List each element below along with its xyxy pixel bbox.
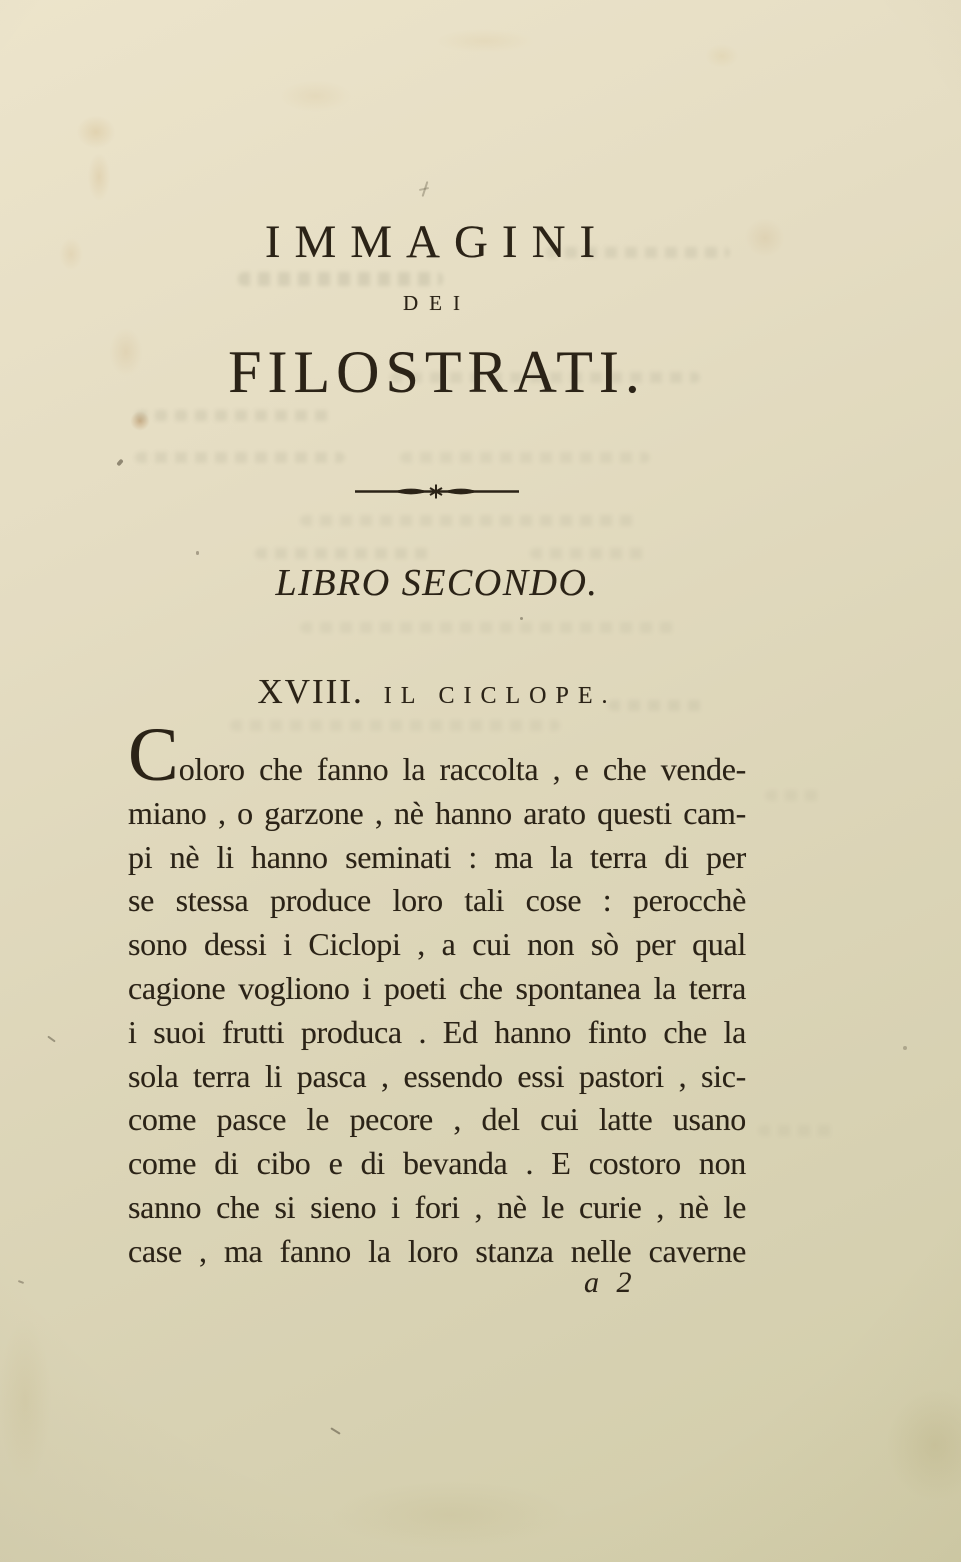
ink-speck <box>116 459 124 467</box>
paragraph-line: se stessa produce loro tali cose : perocchè <box>128 882 746 919</box>
foxing-spot <box>84 145 114 209</box>
paragraph-line: cagione vogliono i poeti che spontanea la terra <box>128 969 746 1006</box>
paragraph-line: come di cibo e di bevanda . E costoro non <box>128 1145 746 1182</box>
asterisk-divider-icon <box>353 482 521 501</box>
foxing-spot <box>738 212 792 264</box>
ink-speck <box>18 1280 24 1284</box>
page-title-line-1: IMMAGINI <box>264 216 610 268</box>
paragraph-line: sanno che si sieno i fori , nè le curie , nè le <box>128 1188 746 1225</box>
chapter-heading <box>128 672 746 712</box>
show-through-text <box>758 1125 838 1136</box>
chapter-title: IL CICLOPE. <box>383 683 617 709</box>
paragraph-line: i suoi frutti produca . Ed hanno finto che la <box>128 1013 746 1050</box>
foxing-spot <box>0 1290 60 1510</box>
paragraph-line <box>128 713 746 797</box>
show-through-text <box>765 790 825 801</box>
ink-speck <box>903 1046 907 1050</box>
ornamental-divider <box>128 482 746 506</box>
paragraph-line: case , ma fanno la loro stanza nelle caverne <box>128 1232 746 1269</box>
foxing-spot <box>870 1370 961 1520</box>
paragraph-line: sola terra li pasca , essendo essi pastori , sic- <box>128 1057 746 1094</box>
paragraph-line: come pasce le pecore , del cui latte usano <box>128 1101 746 1138</box>
paragraph-line-text: oloro che fanno la raccolta , e che vende- <box>178 751 746 787</box>
book-heading: LIBRO SECONDO. <box>275 562 599 604</box>
foxing-spot <box>55 232 87 276</box>
chapter-number: XVIII. <box>257 672 364 711</box>
page-title-line-2: DEI <box>403 291 471 315</box>
drop-cap: C <box>128 713 179 797</box>
paragraph-line: sono dessi i Ciclopi , a cui non sò per qual <box>128 926 746 963</box>
paragraph-line: miano , o garzone , nè hanno arato questi cam- <box>128 794 746 831</box>
page-title-line-3: FILOSTRATI. <box>228 339 646 405</box>
ink-speck <box>47 1036 56 1043</box>
body-paragraph <box>128 713 746 1274</box>
text-column <box>128 0 746 1562</box>
gathering-signature: a 2 <box>584 1266 637 1299</box>
paragraph-line: pi nè li hanno seminati : ma la terra di per <box>128 838 746 875</box>
